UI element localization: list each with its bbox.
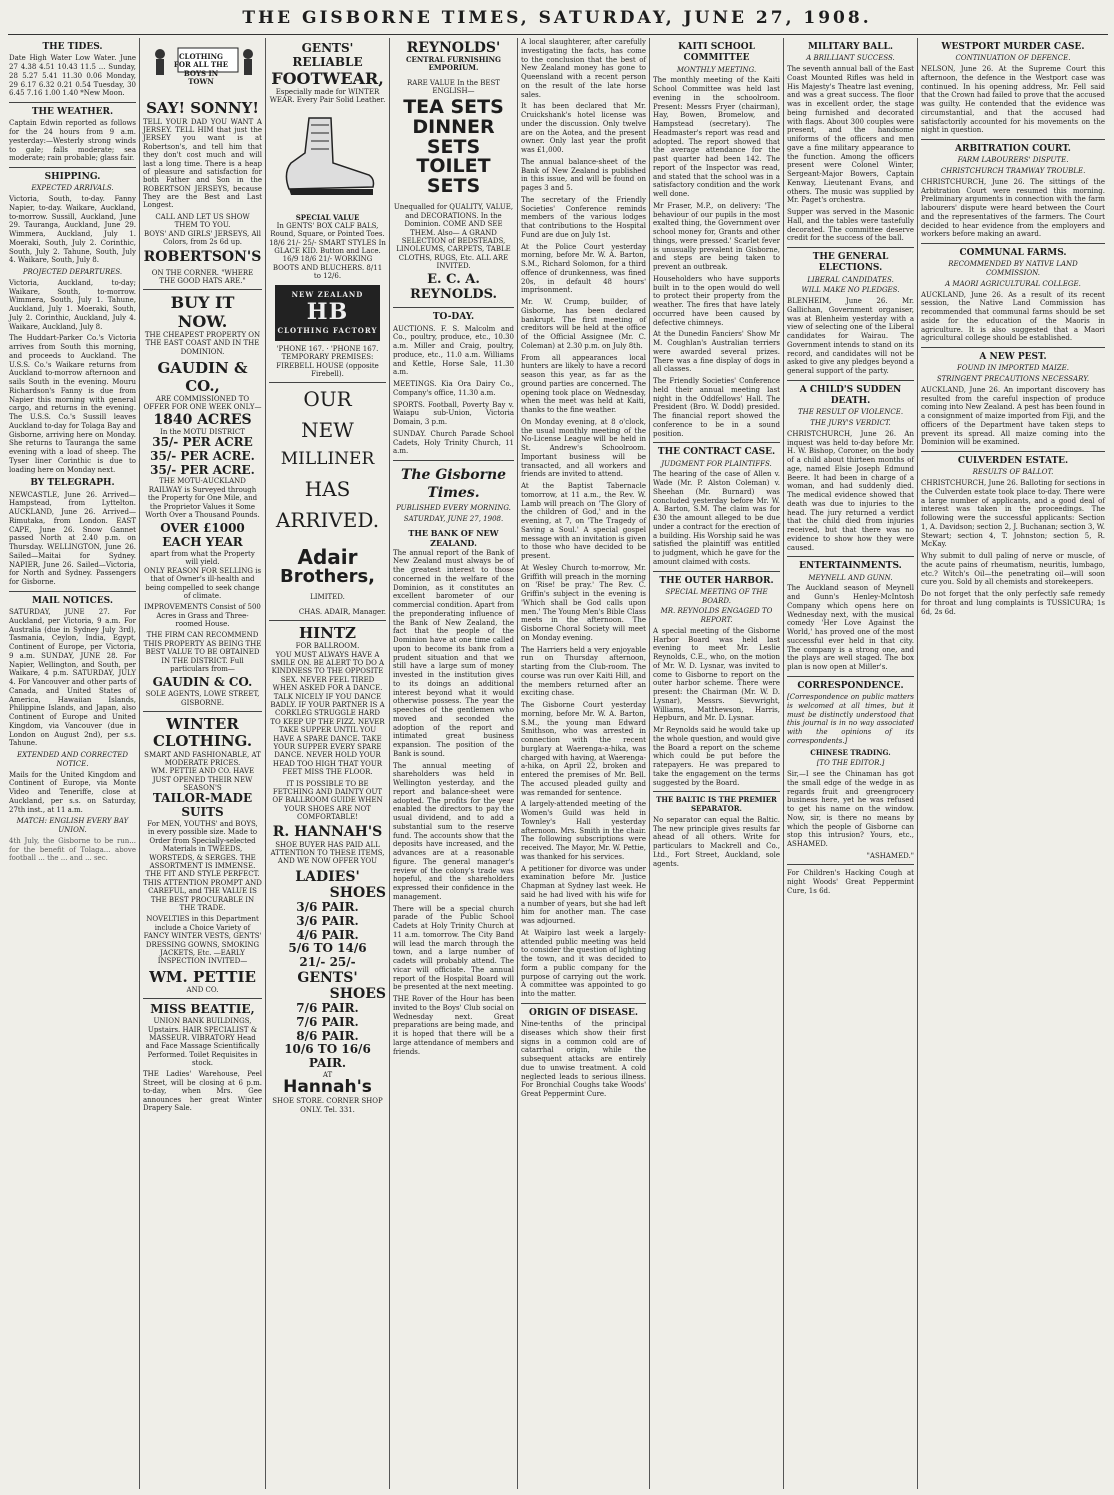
wm-pettie-name: WM. PETTIE [149,967,256,986]
outer-harbor-body-2: Mr Reynolds said he would take up the whole question, and would give the Board a report on the scheme which could be put before the ratepayers. He was prepared to take the engagement on the terms suggested by the Board. [653,726,780,787]
hb-logo [275,285,380,341]
local-para-14: A petitioner for divorce was under examination before Mr. Justice Chapman at Sydney last week. He said he had lived with his wife for a number of years, but she had left him for another man. The case was adjourned. [521,864,646,925]
hb-logo-letters: HB [306,299,349,326]
phone-right: 'PHONE 167. [330,344,379,353]
local-para-12: The Gisborne Court yesterday morning, before Mr. W. A. Barton, S.M., the young man Edward Smithson, who was arrested in connection with the recent burglary at Waerenga-a-hika, was charged with having, at Waerenga-a-hika, on April 22, broken and entered the premises of Mr. Bell. The accused pleaded guilty and was remanded for sentence. [521,701,646,797]
reynolds-subheading: CENTRAL FURNISHING EMPORIUM. [405,55,501,73]
acres-headline: 1840 ACRES [153,411,252,428]
limited-word: LIMITED. [310,593,345,602]
local-para-7: From all appearances local hunters are likely to have a record season this year, as far as the ground parties are concerned. The opening took place on Wednesday, when the meet was held at Kaiti, thanks to the fine weather. [521,353,646,414]
local-para-2: It has been declared that Mr. Cruickshank's hotel license was under the discussion. Only twelve are on the Aotea, and the present owner. Only last year the profit was £1,000. [521,102,646,154]
divider [143,998,262,999]
communal-farms-subheading: RECOMMENDED BY NATIVE LAND COMMISSION. [948,260,1078,277]
kaiti-body-5: The Friendly Societies' Conference held their annual meeting last night in the Oddfellows' Hall. The President (Bro. W. Dodd) presided. The financial report showed the conference to be in a sound position. [653,377,780,438]
phone-left: 'PHONE 167. [276,344,325,353]
divider [9,591,136,592]
child-death-subheading: THE RESULT OF VIOLENCE. [797,408,904,417]
local-para-11: The Harriers held a very enjoyable run on Thursday afternoon, starting from the Club-room. The course was run over Kaiti Hill, and the members returned after an exciting chase. [521,645,646,698]
firm-recommendation: THE FIRM CAN RECOMMEND THIS PROPERTY AS BEING THE BEST VALUE TO BE OBTAINED IN THE DISTRICT. Full particulars from— [143,631,262,674]
gents-price-4: 10/6 TO 16/6 PAIR. [284,1042,371,1071]
sunday-list: SUNDAY. Church Parade School Cadets, Holy Trinity Church, 11 a.m. [393,429,514,456]
over-1000-line: OVER £1000 EACH YEAR [160,521,245,550]
military-ball-body: The seventh annual ball of the East Coast Mounted Rifles was held in His Majesty's Theatre last evening, and was a great success. The floor was in excellent order, the stage being furnished and decorated with flags. About 300 couples were present, and the handsome uniforms of the officers and men gave a fine military appearance to the function. Among the officers present were Colonel Winter, Sergeant-Major Bowers, Captain Kenway, Lieutenant Evans, and others. The music was supplied by Mr. Paget's orchestra. [787,65,914,205]
column-4 [390,38,518,1489]
elections-heading: THE GENERAL ELECTIONS. [812,252,889,274]
column-7 [784,38,918,1489]
ladies-heading: LADIES' [295,868,360,885]
gents-price-2: 7/6 PAIR. [296,1014,359,1029]
divider [9,102,136,103]
divider [921,347,1105,348]
column-6 [650,38,784,1489]
has-word: HAS [304,477,351,502]
departures-subheading: PROJECTED DEPARTURES. [22,268,123,276]
divider [921,451,1105,452]
winter-subline: SMART AND FASHIONABLE, AT MODERATE PRICES. [144,750,261,767]
ballroom-hints: YOU MUST ALWAYS HAVE A SMILE ON. BE ALERT TO DO A KINDNESS TO THE OPPOSITE SEX. NEVER FEEL TIRED WHEN ASKED FOR A DANCE. TALK NICELY IF YOU DANCE BADLY. IF YOUR PARTNER IS A CORKLEG STRUGGLE HARD TO KEEP UP THE FIZZ. NEVER TAKE SUPPER UNTIL YOU HAVE A SPARE DANCE. TAKE YOUR SUPPER EVERY SPARE DANCE. NEVER HOLD YOUR HEAD TOO HIGH THAT YOUR FEET MISS THE FLOOR. [270,650,385,777]
origin-heading: ORIGIN OF DISEASE. [529,1007,638,1018]
divider [787,380,914,381]
reynolds-headline: REYNOLDS' [406,40,501,56]
communal-farms-body: AUCKLAND, June 26. As a result of its recent session, the Native Land Commission has recommended that communal farms should be set aside for the education of the Maoris in agriculture. It is also suggested that a Maori agricultural college should be established. [921,290,1105,343]
outer-harbor-subheading: SPECIAL MEETING OF THE BOARD. [665,587,768,605]
column-1 [6,38,140,1489]
divider [787,556,914,557]
shipping-heading: SHIPPING. [44,172,101,182]
gaudin-offer: ARE COMMISSIONED TO OFFER FOR ONE WEEK ONLY— [143,394,262,412]
chinese-trading-heading: CHINESE TRADING. [810,747,891,757]
divider [787,676,914,677]
divider [787,247,914,248]
contract-subheading: JUDGMENT FOR PLAINTIFFS. [661,459,772,468]
milliner-word: MILLINER [280,449,375,470]
gaudin-signature: GAUDIN & CO. [152,675,253,690]
baltic-body: No separator can equal the Baltic. The new principle gives results far ahead of all others. Write for particulars to Mackrell and Co., Ltd., Fort Street, Auckland, sole agents. [653,815,780,868]
telegraph-news: NEWCASTLE, June 26. Arrived—Hampstead, from Lyttelton. AUCKLAND, June 26. Arrived—Rimutaka, from London. EAST CAPE, June 26. Snow Gannet passed North at 2.40 p.m. on Thursday. WELLINGTON, June 26. Sailed—Maitai for Sydney. NAPIER, June 26. Sailed—Victoria, for North and Sydney. Passengers for Gisborne. [9,490,136,586]
local-para-3: The annual balance-sheet of the Bank of New Zealand is published in this issue, and will be found on pages 3 and 5. [521,157,646,192]
new-pest-subheading-2: STRINGENT PRECAUTIONS NECESSARY. [936,375,1090,383]
hb-phone: 'PHONE 167. · 'PHONE 167. [276,344,379,353]
editorial-heading: THE BANK OF NEW ZEALAND. [408,527,499,548]
tailor-made-headline: TAILOR-MADE SUITS [152,791,253,820]
shipping-subheading: EXPECTED ARRIVALS. [31,184,114,193]
local-para-13: A largely-attended meeting of the Women's Guild was held in Townley's Hall yesterday afternoon. Mrs. Smith in the chair. The following subscriptions were received. The Mayor, Mr. W. Pettie, was thanked for his services. [521,800,646,861]
arbitration-subheading-2: CHRISTCHURCH TRAMWAY TROUBLE. [940,167,1086,175]
boot-illustration-icon [269,113,379,203]
price-line-2: 35/- PER ACRE. [150,448,255,463]
gents-shoes-heading: SHOES [329,985,386,1002]
column-5 [518,38,650,1489]
extended-notice: Mails for the United Kingdom and Continent of Europe, via Monte Video and Teneriffe, close at Auckland, per s.s. on Saturday, 27th inst., at 11 a.m. [9,770,136,814]
weather-heading: THE WEATHER. [31,107,114,117]
westport-subheading: CONTINUATION OF DEFENCE. [955,54,1071,63]
local-para-6: Mr. W. Crump, builder, of Gisborne, has been declared bankrupt. The first meeting of creditors will be held at the office of the Official Assignee (Mr. C. Coleman) at 2.30 p.m. on July 8th. [521,298,646,350]
divider [653,791,780,792]
railway-note: THE MOTU-AUCKLAND RAILWAY is Surveyed through the Property for One Mile, and the Proprietor Values it Some Worth Over a Thousand Pounds. [145,477,260,519]
kaiti-body: The monthly meeting of the Kaiti School Committee was held last evening in the schoolroom. Present: Messrs Fryer (chairman), Hay, Bowen, Bromelow, and Hampstead (secretary). The Headmaster's report was read and adopted. The report showed that the average attendance for the past quarter had been 142. The report of the Inspector was read, and stated that the school was in a satisfactory condition and the work well done. [653,76,780,198]
toilet-sets: TOILET SETS [416,155,491,198]
match-notice: 4th July, the Gisborne to be run... for the benefit of Tolaga... above football ... the ... and ... sec. [9,836,136,863]
robertsons-tagline: ON THE CORNER. "WHERE THE GOOD HATS ARE." [151,268,254,285]
cheapest-property-line: THE CHEAPEST PROPERTY ON THE EAST COAST AND IN THE DOMINION. [144,331,261,356]
dinner-sets: DINNER SETS [412,115,495,158]
jersey-copy: TELL YOUR DAD YOU WANT A JERSEY. TELL HIM that just the JERSEY you want is at Robertson's, and tell him that they don't cost much and will last a long time. There is a heap of pleasure and satisfaction for both Father and Son in the ROBERTSON JERSEYS, because They are the Best and Last Longest. [143,117,262,210]
kaiti-body-4: At the Dunedin Fanciers' Show Mr M. Coughlan's Australian terriers were awarded several prizes. There was a fine display of dogs in all classes. [653,330,780,374]
local-para-15: At Waipiro last week a largely-attended public meeting was held to consider the question of lighting the town, and it was decided to form a public company for the purpose of carrying out the work. A committee was appointed to go into the matter. [521,928,646,998]
elections-subheading-2: WILL MAKE NO PLEDGES. [801,286,900,295]
meetings-list: MEETINGS. Kia Ora Dairy Co., Company's office, 11.30 a.m. [393,380,514,397]
culverden-body: CHRISTCHURCH, June 26. Balloting for sections in the Culverden estate took place to-day. There were a large number of applicants, and a good deal of interest was taken in the proceedings. The following were the successful applicants: Section 1, A. Davidson; section 2, J. Buchanan; section 3, W. Stewart; section 4, T. Johnston; section 5, R. McKay. [921,479,1105,549]
sports-list: SPORTS. Football, Poverty Bay v. Waiapu sub-Union, Victoria Domain, 3 p.m. [393,400,514,427]
communal-farms-subheading-2: A MAORI AGRICULTURAL COLLEGE. [945,279,1081,288]
arrived-word: ARRIVED. [275,508,380,533]
outer-harbor-heading: THE OUTER HARBOR. [659,575,774,586]
ladies-price-5: 21/- 25/- [299,955,356,970]
robertsons-name: ROBERTSON'S [143,249,262,266]
say-sonny-headline: SAY! SONNY! [146,99,259,118]
clothing-sign-ad [143,44,262,86]
divider [921,243,1105,244]
elections-body: BLENHEIM, June 26. Mr. Gallichan, Government organiser, was at Blenheim yesterday with a view of selecting one of the Liberal candidates for Wairau. The Government intends to stand on its record, and candidates will not be asked to give any pledges beyond a general support of the party. [787,297,914,375]
divider [393,307,514,308]
culverden-heading: CULVERDEN ESTATE. [957,456,1069,466]
ladies-warehouse-notice: THE Ladies' Warehouse, Peel Street, will be closing at 6 p.m. to-day, when Mrs. Gee announces her great Winter Drapery Sale. [143,1070,262,1113]
column-2 [140,38,266,1489]
mail-heading: MAIL NOTICES. [32,595,113,606]
rare-value-line: RARE VALUE In the BEST ENGLISH— [407,78,500,96]
divider [143,711,262,712]
communal-farms-heading: COMMUNAL FARMS. [959,248,1067,258]
published-every-morning: PUBLISHED EVERY MORNING. [396,504,511,513]
shoes-heading: SHOES [329,884,386,901]
editorial-body-2: The annual meeting of shareholders was held in Wellington yesterday, and the report and balance-sheet were adopted. The profits for the year enabled the directors to pay the usual dividend, and to add a substantial sum to the reserve fund. The accounts show that the deposits have increased, and the advances are at a reasonable figure. The general manager's review of the colony's trade was hopeful, and the shareholders expressed their confidence in the management. [393,761,514,901]
divider [521,1003,646,1004]
cadets-paragraph: There will be a special church parade of the Public School Cadets at Holy Trinity Church at 11 a.m. tomorrow. The City Band will lead the march through the town, and a large number of cadets will probably attend. The vicar will officiate. The annual report of the Hospital Board will be presented at the next meeting. [393,904,514,992]
improvements: IMPROVEMENTS Consist of 500 Acres in Grass and Three-roomed House. [144,603,261,629]
new-word: NEW [301,418,354,443]
winter-clothing-headline: WINTER CLOTHING. [152,715,253,751]
gents-heading: GENTS' [297,969,358,986]
issue-date: SATURDAY, JUNE 27, 1908. [403,514,504,523]
child-death-heading: A CHILD'S SUDDEN DEATH. [799,384,902,406]
jerseys-line: BOYS' AND GIRLS' JERSEYS, All Colors, from 2s 6d up. [143,229,262,247]
masthead: THE GISBORNE TIMES, SATURDAY, JUNE 27, 1908. [242,8,872,28]
temporary-premises: TEMPORARY PREMISES: FIREBELL HOUSE (opposite Firebell). [276,353,379,379]
brothers-word: Brothers, [279,566,376,588]
local-para-8: On Monday evening, at 8 o'clock, the usual monthly meeting of the No-License League will be held in St. Andrew's Schoolroom. Important business will be transacted, and all workers and friends are invited to attend. [521,417,646,479]
contract-body: The hearing of the case of Allen v. Wade (Mr. P. Alston Coleman) v. Sheehan (Mr. Burnard) was concluded yesterday before Mr. W. A. Barton, S.M. The claim was for £30 the amount alleged to be due under a contract for the erection of a building. His Worship said he was satisfied the plaintiff was entitled to judgment, which he gave for the amount claimed with costs. [653,470,780,566]
novelties-copy: NOVELTIES in this Department include a Choice Variety of FANCY WINTER VESTS, GENTS' DRESSING GOWNS, SMOKING JACKETS, Etc. —EARLY INSPECTION INVITED— [143,915,262,966]
child-death-body: CHRISTCHURCH, June 26. An inquest was held to-day before Mr. H. W. Bishop, Coroner, on the body of a child about thirteen months of age, named Elsie Joseph Edmund Beere. It had been in charge of a woman, and had suddenly died. The medical evidence showed that death was due to injuries to the head. The jury returned a verdict that the child died from injuries received, but that there was no evidence to show how they were caused. [787,429,914,552]
masthead-rule [8,34,1108,35]
shipping-news: The Huddart-Parker Co.'s Victoria arrives from South this morning, and proceeds to Auckland. The U.S.S. Co.'s Waikare returns from Auckland to-morrow afternoon and sails South in the evening. Mouru Richardson's Fanny is due from Napier this morning with general cargo, and returns in the evening. The U.S.S. Co.'s Sussill leaves Auckland to-day for Tolaga Bay and Gisborne, arriving here on Monday. She returns to Tauranga the same evening with a load of sheep. The Tyser liner Corinthic is due to loading here on Monday next. [9,334,136,474]
culverden-subheading: RESULTS OF BALLOT. [972,468,1054,477]
divider [269,382,386,383]
correspondence-notice: [Correspondence on public matters is welcomed at all times, but it must be distinctly understood that this journal is in no way associated with the opinions of its correspondents.] [787,693,914,745]
price-line-1: 35/- PER ACRE [152,435,253,450]
gisborne-times-nameplate: The Gisborne Times. [400,467,507,501]
divider [143,289,262,290]
tea-sets: TEA SETS [403,95,504,118]
contract-heading: THE CONTRACT CASE. [657,447,776,458]
ladies-price-3: 4/6 PAIR. [296,927,359,942]
shoe-store-address: SHOE STORE. CORNER SHOP ONLY. Tel. 331. [272,1097,383,1114]
adair-word: Adair [297,545,358,570]
motu-district: In the MOTU DISTRICT [160,427,245,436]
arbitration-subheading: FARM LABOURERS' DISPUTE. [957,156,1069,165]
eca-reynolds-name: E. C. A. REYNOLDS. [409,272,498,303]
gaudin-address: SOLE AGENTS, LOWE STREET, GISBORNE. [145,690,260,707]
for-ballroom: FOR BALLROOM. [295,642,360,651]
divider [653,442,780,443]
entertainments-heading: ENTERTAINMENTS. [799,561,902,572]
outer-harbor-subheading-2: MR. REYNOLDS ENGAGED TO REPORT. [660,607,773,624]
miss-beattie-name: MISS BEATTIE, [150,1002,255,1017]
mail-notices: SATURDAY, JUNE 27. For Auckland, per Victoria, 9 a.m. For Australia (due in Sydney July 3rd), Tasmania, Ceylon, India, Egypt, Continent of Europe, per Victoria, 9 a.m. SUNDAY, JUNE 28. For Napier, Wellington, and South, per Waikare, 4 p.m. SATURDAY, JULY 4. For Vancouver and other parts of Canada, and United States of America, Hawaiian Islands, Philippine Islands, and Japan, also Continent of Europe and United Kingdom, via Vancouver (due in London on August 2nd), per s.s. Tahune. [9,608,136,748]
pettie-intro: WM. PETTIE AND CO. HAVE JUST OPENED THEIR NEW SEASON'S [150,767,255,793]
tailor-copy: For MEN, YOUTHS' and BOYS, in every possible size. Made to Order from Specially-selected Materials in TWEEDS, WORSTEDS, & SERGES. THE ASSORTMENT IS IMMENSE. THE FIT AND STYLE PERFECT. THIS ATTENTION PROMPT AND CAREFUL, and THE VALUE IS THE BEST PROCURABLE IN THE TRADE. [143,820,262,912]
correspondence-heading: CORRESPONDENCE. [797,680,904,691]
local-para-4: The secretary of the Friendly Societies' Conference reminds members of the various lodges that contributions to the Hospital Fund are due on July 1st. [521,195,646,239]
editorial-body: The annual report of the Bank of New Zealand must always be of the greatest interest to those concerned in the welfare of the Dominion, as it constitutes an excellent barometer of our commercial condition. Apart from the preponderating influence of the Bank of New Zealand, the fact that the people of the Dominion have at one time called upon to become its bank from a prudent situation and that we still have a large sum of money invested in the institution gives to its doings an additional interest beyond what it would otherwise possess. The year the speeches of the gentlemen who moved and seconded the adoption of the report and intimated great business expansion. The position of the Bank is sound. [393,548,514,758]
footwear-prices: In GENTS' BOX CALF BALS, Round, Square, or Pointed Toes. 18/6 21/- 25/- SMART STYLES In GLACE KID. Button and Lace. 16/9 18/6 21/- WORKING BOOTS AND BLUCHERS. 8/11 to 12/6. [269,221,386,281]
kaiti-heading: KAITI SCHOOL COMMITTEE [678,42,755,64]
divider [653,571,780,572]
kaiti-body-3: Householders who have supports built in to the open would do well to protect their property from the weather. The fires that have lately occurred have been caused by defective chimneys. [653,274,780,327]
divider [787,864,914,865]
miss-beattie-copy: UNION BANK BUILDINGS, Upstairs. HAIR SPECIALIST & MASSEUR. VIBRATORY Head and Face Massage Scientifically Performed. Toilet Requisites in stock. [145,1017,260,1068]
entertainments-body: The Auckland season of Meynell and Gunn's Henley-McIntosh Company which opens here on Wednesday next, with the musical comedy 'Her Love Against the World,' has proved one of the most successful ever held in that city. The company is a strong one, and the plays are well staged. The box plan is now open at Miller's. [787,584,914,671]
hb-logo-bottom: CLOTHING FACTORY [277,325,378,335]
price-line-3: 35/- PER ACRE. [150,462,255,477]
military-ball-subheading: A BRILLIANT SUCCESS. [806,54,895,63]
buy-it-now-headline: BUY IT NOW. [170,293,235,331]
baltic-heading: THE BALTIC IS THE PREMIER SEPARATOR. [656,795,777,813]
gents-price-3: 8/6 PAIR. [296,1028,359,1043]
outer-harbor-body: A special meeting of the Gisborne Harbor Board was held last evening to meet Mr. Leslie Reynolds, C.E., who, on the motion of Mr. W. D. Lysnar, was invited to come to Gisborne to report on the outer harbor scheme. There were present: the Chairman (Mr. W. D. Lysnar), Messrs. Sievwright, Williams, Matthewson, Harris, Hepburn, and Mr. D. Lysnar. [653,626,780,723]
reason-for-selling: ONLY REASON FOR SELLING is that of Owner's ill-health and being compelled to seek change of climate. [143,566,262,600]
local-para-1: A local slaughterer, after carefully investigating the facts, has come to the conclusion that the best of New Zealand money has gone to Queensland with a recent person on the result of the late horse sales. [521,38,646,99]
tussicura-ad: Do not forget that the only perfectly safe remedy for throat and lung complaints is TUSSICURA; 1s 6d, 2s 6d. [921,590,1105,616]
divider [393,460,514,461]
rover-paragraph: THE Rover of the Hour has been invited to the Boys' Club social on Wednesday next. Great preparations are being made, and it is hoped that there will be a large attendance of members and friends. [393,995,514,1056]
origin-body: Nine-tenths of the principal diseases which show their first signs in a common cold are of catarrhal origin, while the subsequent attacks are entirely due to unwise treatment. A cold neglected leads to serious illness. For Bronchial Coughs take Woods' Great Peppermint Cure. [521,1020,646,1098]
hintz-headline: HINTZ [298,624,356,642]
local-para-9: At the Baptist Tabernacle tomorrow, at 11 a.m., the Rev. W. Lamb will preach on 'The Glory of the children of God,' and in the evening, at 7, on 'The Tragedy of Saving a Soul.' A special gospel message with an invitation is given to those who have decided to be present. [521,482,646,560]
gents-price-1: 7/6 PAIR. [296,1001,359,1016]
projected-departures: Victoria, Auckland, to-day; Waikare, South, to-morrow. Wimmera, South, July 1. Tahune, Auckland, July 1. Moeraki, South, July 2. Corinthic, Auckland, July 4. Waikare, Auckland, July 8. [9,278,136,331]
to-the-editor: [TO THE EDITOR.] [816,759,885,768]
letter-signature: "ASHAMED." [866,851,914,860]
extended-notice-heading: EXTENDED AND CORRECTED NOTICE. [16,751,129,768]
kaiti-body-2: Mr Fraser, M.P., on delivery: 'The behaviour of our pupils in the most exalted thing, the Government over school money for, Grants and other things, were pressed.' Scarlet fever is unusually prevalent in Gisborne, and steps are being taken to prevent an outbreak. [653,201,780,271]
tides-table: Date High Water Low Water. June 27 4.38 4.51 10.43 11.5 ... Sunday, 28 5.27 5.41 11.30 0.06 Monday, 29 6.17 6.32 0.21 0.54 Tuesday, 30 6.45 7.16 1.00 1.40 *New Moon. [9,54,136,98]
hacking-cough-ad: For Children's Hacking Cough at night Woods' Great Peppermint Cure, 1s 6d. [787,869,914,895]
kaiti-subheading: MONTHLY MEETING. [676,65,757,74]
ladies-price-1: 3/6 PAIR. [296,899,359,914]
call-show-line: CALL AND LET US SHOW THEM TO YOU. [155,212,250,230]
divider [921,139,1105,140]
today-heading: TO-DAY. [432,312,475,323]
match-heading: MATCH: ENGLISH EVERY BAY UNION. [16,817,129,834]
reynolds-copy: Unequalled for QUALITY, VALUE, and DECORATIONS. In the Dominion. COME AND SEE THEM. Also— A GRAND SELECTION of BEDSTEADS, LINOLEUMS, CARPETS, TABLE CLOTHS, RUGS, Etc. ALL ARE INVITED. [393,203,514,271]
telegraph-heading: BY TELEGRAPH. [30,478,115,489]
at-word: AT [322,1071,333,1080]
column-3 [266,38,390,1489]
ladies-price-2: 3/6 PAIR. [296,913,359,928]
chinese-trading-letter: Sir,—I see the Chinaman has got the small edge of the wedge in as regards fruit and greengrocery business here, yet he was refused to get his name on the window. Now, sir, is there no means by which the people of Gisborne can stop this intrusion? Yours, etc., ASHAMED. [787,770,914,848]
auctions-list: AUCTIONS. F. S. Malcolm and Co., poultry, produce, etc., 10.30 a.m. Miller and Craig, poultry, produce, etc., 11.0 a.m. Williams and Kettle, Horse Sale, 11.30 a.m. [393,324,514,377]
footwear-subline: Especially made for WINTER WEAR. Every Pair Solid Leather. [269,87,386,105]
manager-signature: CHAS. ADAIR, Manager. [298,607,386,616]
ladies-price-4: 5/6 TO 14/6 [288,941,367,956]
military-ball-heading: MILITARY BALL. [807,42,894,52]
local-para-5: At the Police Court yesterday morning, before Mr. W. A. Barton, S.M., Richard Solomon, for a third offence of drunkenness, was fined 20s, in default 48 hours' imprisonment. [521,242,646,295]
clothing-sign-text: CLOTHING FOR ALL THE BOYS IN TOWN [173,51,229,86]
special-value: SPECIAL VALUE [295,212,360,222]
new-pest-heading: A NEW PEST. [979,352,1047,362]
column-8 [918,38,1108,1489]
hannahs-footer-name: Hannah's [283,1077,372,1098]
new-pest-body: AUCKLAND, June 26. An important discovery has resulted from the careful inspection of produce coming into New Zealand. A pest has been found in a consignment of maize imported from Fiji, and the officers of the Department have taken steps to prevent its spread. All maize coming into the Dominion will be examined. [921,385,1105,447]
arbitration-body: CHRISTCHURCH, June 26. The sittings of the Arbitration Court were resumed this morning. Preliminary arguments in connection with the farm labourers' dispute were heard between the Court and the representatives of the farmers. The Court decided to hear evidence from the employers and workers before making an award. [921,177,1105,239]
westport-body: NELSON, June 26. At the Supreme Court this afternoon, the defence in the Westport case was continued. In his opening address, Mr. Fell said that the Crown had failed to prove that the accused was guilty. He contended that the evidence was circumstantial, and that the accused had satisfactorily accounted for his movements on the night in question. [921,65,1105,135]
witch-oil-ad: Why submit to dull paling of nerve or muscle, of the acute pains of rheumatism, neuritis, lumbago, etc.? Witch's Oil—the penetrating oil—will soon cure you. Sold by all chemists and storekeepers. [921,552,1105,587]
weather-report: Captain Edwin reported as follows for the 24 hours from 9 a.m. yesterday:—Westerly strong winds to gale; falls moderate; sea moderate; rain probable; glass fair. [9,119,136,163]
hb-logo-block [269,285,386,341]
westport-heading: WESTPORT MURDER CASE. [941,42,1085,52]
military-ball-body-2: Supper was served in the Masonic Hall, and the tables were tastefully decorated. The committee deserve credit for the success of the ball. [787,208,914,243]
property-yield: apart from what the Property will yield. [150,549,255,567]
local-para-10: At Wesley Church to-morrow, Mr. Griffith will preach in the morning on 'Rise! be pray.' The Rev. C. Griffin's subject in the evening is 'Which shall be God calls upon men.' The Young Men's Bible Class meets in the afternoon. The Gisborne Choral Society will meet on Monday evening. [521,563,646,642]
child-death-subheading-2: THE JURY'S VERDICT. [810,419,891,427]
wm-pettie-co: AND CO. [186,985,219,994]
hb-logo-top: NEW ZEALAND [291,289,364,299]
divider [9,167,136,168]
comfortable-shoes-line: IT IS POSSIBLE TO BE FETCHING AND DAINTY OUT OF BALLROOM GUIDE WHEN YOUR SHOES ARE NOT COMFORTABLE! [272,779,383,822]
entertainments-subheading: MEYNELL AND GUNN. [808,573,893,582]
our-word: OUR [303,387,352,412]
footwear-headline: FOOTWEAR, [271,68,384,88]
hannahs-headline: R. HANNAH'S [272,824,383,841]
gents-reliable: GENTS' RELIABLE [292,41,363,69]
divider [269,620,386,621]
hannahs-copy: SHOE BUYER HAS PAID ALL ATTENTION TO THESE ITEMS, AND WE NOW OFFER YOU [270,840,385,866]
tides-heading: THE TIDES. [42,42,103,52]
new-pest-subheading: FOUND IN IMPORTED MAIZE. [957,364,1069,373]
expected-arrivals: Victoria, South, to-day. Fanny Napier, to-day. Waikare, Auckland, to-morrow. Sussill, Auckland, June 29. Tauranga, Auckland, June 29. Wimmera, Auckland, July 1. Moeraki, South, July 2. Corinthic, South, July 2. Tahune, South, July 4. Waikare, South, July 8. [9,195,136,265]
elections-subheading: LIBERAL CANDIDATES. [807,275,894,284]
arbitration-heading: ARBITRATION COURT. [955,144,1071,154]
gaudin-name: GAUDIN & CO., [157,359,248,395]
